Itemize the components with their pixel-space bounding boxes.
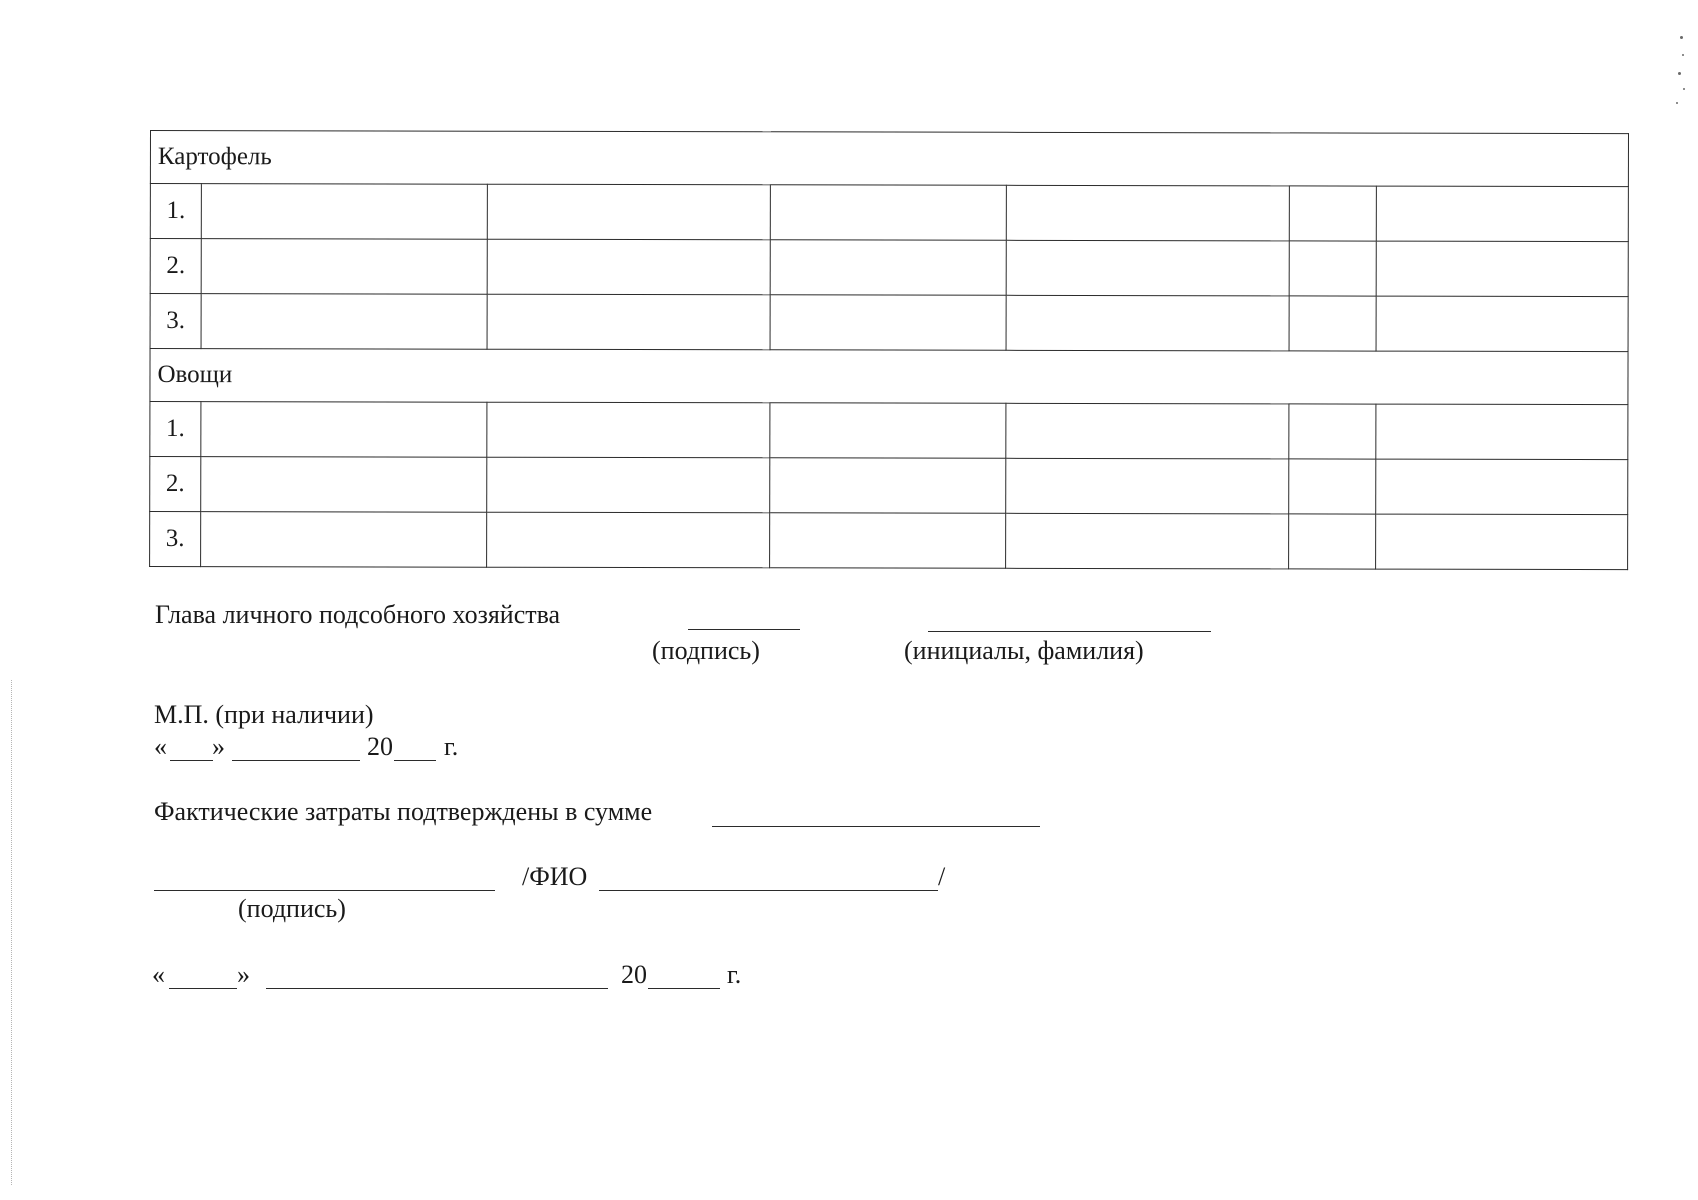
confirm-signature-line[interactable]	[154, 890, 495, 891]
table-cell	[201, 402, 487, 458]
table-cell	[1006, 403, 1289, 459]
table-cell	[201, 457, 487, 513]
confirm-date-open-quote: «	[152, 960, 165, 989]
table-cell	[770, 513, 1006, 568]
table-cell	[1289, 296, 1376, 351]
table-row	[150, 457, 1628, 515]
table-row	[150, 239, 1628, 297]
fio-close: /	[938, 862, 946, 891]
section-title: Картофель	[150, 131, 1628, 187]
row-number: 1.	[150, 402, 201, 457]
table-cell	[770, 240, 1006, 295]
date-open-quote: «	[154, 732, 167, 761]
table-cell	[487, 184, 770, 240]
table-cell	[1006, 458, 1289, 514]
table-cell	[1376, 241, 1628, 297]
table-cell	[770, 295, 1006, 350]
confirm-date-year-suffix: г.	[727, 960, 742, 989]
confirm-date-close-quote: »	[237, 960, 250, 989]
scan-specks	[1672, 28, 1686, 108]
table-cell	[201, 294, 487, 350]
table-cell	[1006, 513, 1289, 569]
signature-caption: (подпись)	[652, 636, 760, 665]
table-cell	[1289, 404, 1376, 459]
fio-line[interactable]	[599, 890, 938, 891]
section-row-vegetables	[150, 349, 1628, 405]
table-cell	[770, 403, 1006, 458]
crop-costs-table	[149, 130, 1629, 570]
table-cell	[1006, 240, 1289, 296]
table-cell	[201, 239, 487, 295]
actual-costs-label: Фактические затраты подтверждены в сумме	[154, 797, 653, 826]
table-row	[150, 184, 1628, 242]
table-cell	[487, 402, 770, 458]
row-number: 3.	[150, 294, 201, 349]
date-close-quote: »	[212, 732, 225, 761]
section-title: Овощи	[150, 349, 1628, 405]
table-cell	[1006, 295, 1289, 351]
date-day-line[interactable]	[170, 760, 213, 761]
table-cell	[1289, 241, 1376, 296]
table-row	[150, 294, 1628, 352]
fio-label: /ФИО	[522, 862, 588, 891]
confirm-date-day-line[interactable]	[169, 988, 237, 989]
row-number: 1.	[150, 184, 201, 239]
stamp-label: М.П. (при наличии)	[154, 700, 374, 729]
date-month-line[interactable]	[232, 760, 360, 761]
table-cell	[770, 458, 1006, 513]
date-year-suffix: г.	[444, 732, 459, 761]
initials-surname-caption: (инициалы, фамилия)	[904, 636, 1144, 665]
table-cell	[1006, 185, 1289, 241]
table-cell	[487, 239, 770, 295]
signature-line[interactable]	[688, 629, 800, 630]
name-line[interactable]	[928, 631, 1211, 632]
table-cell	[201, 512, 487, 568]
date-century: 20	[367, 732, 393, 761]
table-cell	[487, 512, 770, 568]
table-cell	[201, 184, 487, 240]
table-cell	[1289, 514, 1376, 569]
table-row	[150, 402, 1628, 460]
date-year-line[interactable]	[394, 760, 436, 761]
table-cell	[487, 457, 770, 513]
confirm-date-century: 20	[621, 960, 647, 989]
confirm-date-year-line[interactable]	[648, 988, 720, 989]
row-number: 3.	[150, 512, 201, 567]
table-cell	[1376, 296, 1628, 352]
row-number: 2.	[150, 457, 201, 512]
confirm-signature-caption: (подпись)	[238, 894, 346, 923]
head-of-household-label: Глава личного подсобного хозяйства	[155, 600, 561, 629]
table-cell	[770, 185, 1006, 240]
row-number: 2.	[150, 239, 201, 294]
table-cell	[1376, 514, 1628, 570]
scan-margin-line	[11, 680, 12, 1185]
table-cell	[1289, 459, 1376, 514]
table-row	[150, 512, 1628, 570]
table-cell	[1376, 404, 1628, 460]
table-cell	[487, 294, 770, 350]
section-row-potatoes	[150, 131, 1628, 187]
confirm-date-month-line[interactable]	[266, 988, 608, 989]
table-cell	[1376, 459, 1628, 515]
table-cell	[1376, 186, 1628, 242]
table-cell	[1289, 186, 1376, 241]
amount-line[interactable]	[712, 826, 1040, 827]
